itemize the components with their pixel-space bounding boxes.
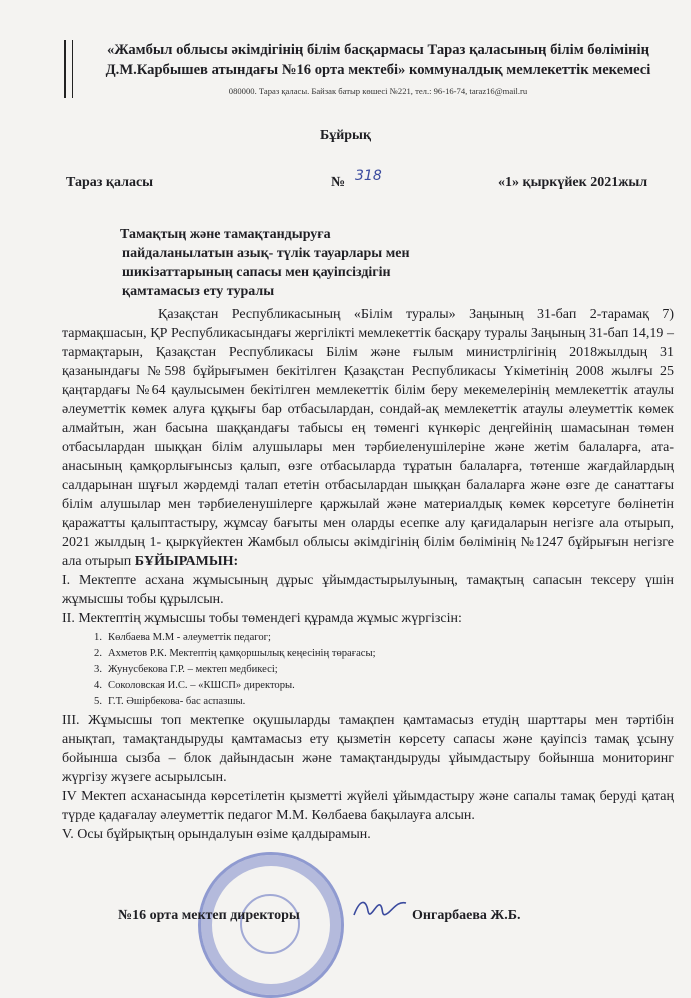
- list-item-text: Ахметов Р.К. Мектептің қамқоршылық кеңесінің төрағасы;: [108, 648, 376, 659]
- list-item-number: 1.: [94, 632, 102, 643]
- list-item: [62, 630, 674, 646]
- subject-line-3: шикізаттарының сапасы мен қауіпсіздігін: [122, 265, 391, 280]
- subject-line-2: пайдаланылатын азық- түлік тауарлары мен: [122, 246, 410, 261]
- document-subject: [118, 225, 458, 301]
- list-item-text: Г.Т. Әшірбекова- бас аспазшы.: [108, 696, 246, 707]
- list-item-text: Көлбаева М.М - әлеуметтік педагог;: [108, 632, 271, 643]
- order-item-5: V. Осы бұйрықтың орындалуын өзіме қалдырамын.: [62, 827, 371, 842]
- list-item: [62, 662, 674, 678]
- handwritten-signature: [350, 893, 410, 925]
- signatory-role: №16 орта мектеп директоры: [118, 908, 300, 923]
- document-date: «1» қыркүйек 2021жыл: [498, 175, 648, 190]
- order-item-4: IV Мектеп асханасында көрсетілетін қызметті жүйелі ұйымдастыру және сапалы тамақ беруді қатаң түрде қадағалау әлеуметтік педагог М.М. Көлбаева бақылауға алсын.: [62, 789, 674, 823]
- subject-line-4: қамтамасыз ету туралы: [122, 284, 275, 299]
- working-group-list: [62, 630, 674, 710]
- document-title: Бұйрық: [319, 128, 372, 143]
- document-city: Тараз қаласы: [66, 175, 154, 190]
- document-number-label: №: [331, 175, 346, 190]
- organization-line-1: «Жамбыл облысы әкімдігінің білім басқармасы Тараз қаласының білім бөлімінің: [106, 42, 650, 58]
- intro-text: Қазақстан Республикасының «Білім туралы» Заңының 31-бап 2-тарамақ 7) тармақшасын, ҚР Республикасындағы жергілікті мемлекеттік басқару туралы Заңының 31-бап 14,19 –тармақтарын, Қазақстан Республикасы Білім және ғылым министрлігінің 2018жылдың 31 қазанындағы №598 бұйрығымен бекітілген Қазақстан Республикасы Үкіметінің 2008 жылғы 25 қаңтардағы №64 қаулысымен бекітілген мемлекеттік білім беру мекемелерінің мемлекеттік атаулы әлеуметтік көмек алуға құқығы бар отбасылардан, сондай-ақ мемлекеттік атаулы әлеуметтік көмек алмайтын, жан басына шаққандағы табысы ең төменгі күнкөріс деңгейінің шамасынан төмен отбасылардан шыққан білім алушылары мен тәрбиеленушілеріне және жетім балаларға, ата-анасының қамқорлығынсыз қалып, өзге отбасыларда тұратын балаларға, төтенше жағдайлардың салдарынан шұғыл жәрдемді талап ететін отбасылардан шыққан балаларға және өзге де санаттағы білім алушылар мен тәрбиеленушілерге қаржылай және материалдық көмек көрсетуге бөлінетін қаражатты қалыптастыру, жұмсау бағыты мен оларды есепке алу қағидаларын негізге ала отырып, 2021 жылдың 1- қыркүйектен Жамбыл облысы әкімдігінің білім бөлімінің №1247 бұйрығын негізге ала отырып: [62, 307, 674, 569]
- list-item-number: 5.: [94, 696, 102, 707]
- organization-name: [78, 40, 678, 80]
- document-body: [62, 305, 674, 844]
- list-item-number: 4.: [94, 680, 102, 691]
- list-item: [62, 646, 674, 662]
- organization-address: 080000. Тараз қаласы. Байзак батыр көшесі №221, тел.: 96-16-74, taraz16@mail.ru: [228, 86, 528, 96]
- document-number-handwritten: 318: [355, 168, 382, 184]
- list-item: [62, 678, 674, 694]
- subject-line-1: Тамақтың және тамақтандыруға: [120, 227, 331, 242]
- list-item-text: Жунусбекова Г.Р. – мектеп медбикесі;: [108, 664, 278, 675]
- official-stamp-emblem: [240, 894, 300, 954]
- list-item-number: 2.: [94, 648, 102, 659]
- list-item: [62, 694, 674, 710]
- header-vertical-rule: [64, 40, 73, 98]
- intro-paragraph: [62, 305, 674, 571]
- order-item-1: I. Мектепте асхана жұмысының дұрыс ұйымдастырылуының, тамақтың сапасын тексеру үшін жұмысшы тобы құрылсын.: [62, 573, 674, 607]
- order-item-3: III. Жұмысшы топ мектепке оқушыларды тамақпен қамтамасыз етудің шарттары мен тәртібін анықтап, тамақтандыруды қамтамасыз ету қызметін көрсету сапасы және қауіпсіз тамақ ұсыну бойынша сызба – блок дайындасын және тамақтандыруды ұйымдастыру бойынша мониторинг жүргізу жүзеге асырылсын.: [62, 713, 674, 785]
- signatory-name: Онгарбаева Ж.Б.: [412, 908, 521, 923]
- order-word: БҰЙЫРАМЫН:: [134, 554, 239, 569]
- order-item-2: II. Мектептің жұмысшы тобы төмендегі құрамда жұмыс жүргізсін:: [62, 611, 462, 626]
- organization-line-2: Д.М.Карбышев атындағы №16 орта мектебі» коммуналдық мемлекеттік мекемесі: [105, 62, 651, 78]
- list-item-text: Соколовская И.С. – «КШСП» директоры.: [108, 680, 295, 691]
- list-item-number: 3.: [94, 664, 102, 675]
